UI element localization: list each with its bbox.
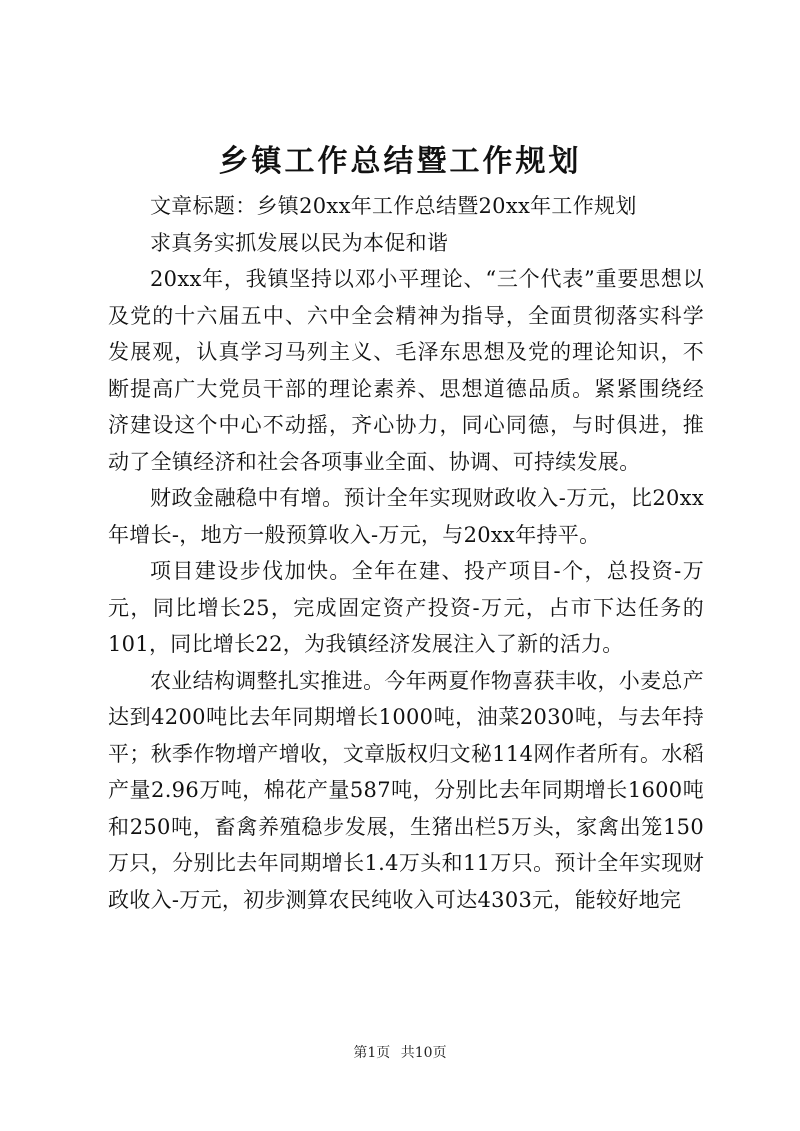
page-number: 第1页 — [353, 1045, 391, 1061]
paragraph-article-title: 文章标题：乡镇20xx年工作总结暨20xx年工作规划 — [150, 194, 637, 218]
paragraph-slogan: 求真务实抓发展以民为本促和谐 — [150, 230, 449, 255]
paragraph-intro: 20xx年，我镇坚持以邓小平理论、“三个代表”重要思想以及党的十六届五中、六中全会精神为指导，全面贯彻落实科学发展观，认真学习马列主义、毛泽东思想及党的理论知识，不断提高广大党员干部的理论素养、思想道德品质。紧紧围绕经济建设这个中心不动摇，齐心协力，同心同德，与时俱进，推动了全镇经济和社会各项事业全面、协调、可持续发展。 — [108, 267, 704, 474]
paragraph-projects: 项目建设步伐加快。全年在建、投产项目-个，总投资-万元，同比增长25，完成固定资产投资-万元，占市下达任务的101，同比增长22，为我镇经济发展注入了新的活力。 — [108, 559, 704, 656]
paragraph-agriculture: 农业结构调整扎实推进。今年两夏作物喜获丰收，小麦总产达到4200吨比去年同期增长1000吨，油菜2030吨，与去年持平；秋季作物增产增收，文章版权归文秘114网作者所有。水稻产量2.96万吨，棉花产量587吨，分别比去年同期增长1600吨和250吨，畜禽养殖稳步发展，生猪出栏5万头，家禽出笼150万只，分别比去年同期增长1.4万头和11万只。预计全年实现财政收入-万元，初步测算农民纯收入可达4303元，能较好地完 — [108, 668, 704, 912]
page-total: 共10页 — [400, 1045, 447, 1061]
page-footer — [0, 1043, 800, 1063]
document-body — [108, 188, 704, 918]
paragraph-finance: 财政金融稳中有增。预计全年实现财政收入-万元，比20xx年增长-，地方一般预算收入-万元，与20xx年持平。 — [108, 486, 704, 547]
document-title: 乡镇工作总结暨工作规划 — [218, 144, 582, 179]
